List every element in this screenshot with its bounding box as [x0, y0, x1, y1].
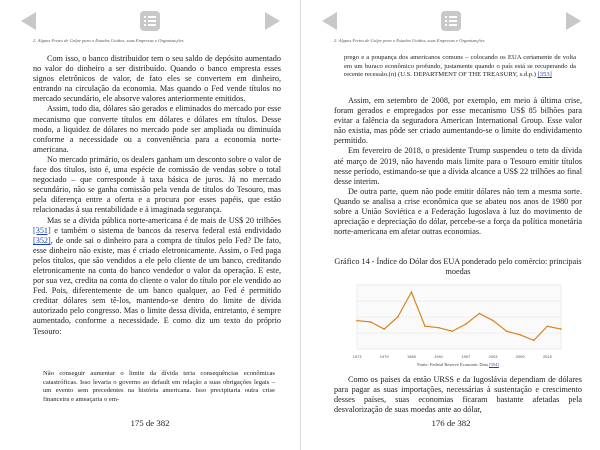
menu-list-icon[interactable] [440, 10, 462, 32]
text-run: Mas se a dívida pública norte-americana é de mais de US$ 20 trilhões [47, 215, 281, 225]
dollar-index-chart [353, 281, 565, 361]
paragraph: No mercado primário, os dealers ganham um desconto sobre o valor de face dos títulos, isto é, uma espécie de comissão de vendas sobre o total negociado – que corresponde à taxa básica de juros. Já no mercado secundário, não se ganha comissão pela venda de títulos do Tesouro, mas pela diferença entre a oferta e a procura por esses papéis, que estão relacionadas à sua rentabilidade e à imaginada segurança. [33, 154, 281, 215]
data-point [411, 291, 413, 293]
page-number: 176 de 382 [431, 418, 471, 428]
text-run: , de onde sai o dinheiro para a compra de títulos pelo Fed? De fato, esse dinheiro não existe, mas é criado eletronicamente. Assim, o Fed paga pelos títulos, que são vendidos a ele pelo cliente de um banco, creditando eletronicamente na conta do banco vendedor o valor da operação. E este, por sua vez, credita na conta do cliente o valor do título por ele vendido ao Fed. Pois, diferentemente de um banco qualquer, ao Fed é permitido creditar dólares sem tê-los, mantendo-se dentro do limite de dívida autorizado pelo congresso. Mas o limite dessa dívida, entretanto, é sempre aumentado, conforme a necessidade. E como diz um texto do próprio Tesouro: [33, 235, 281, 336]
x-tick-label: 1997 [461, 354, 471, 359]
arrow-right-icon[interactable] [261, 10, 283, 32]
footnote-link[interactable]: [352] [33, 235, 51, 245]
chart-svg [353, 281, 565, 361]
running-head: 2. Alguns Fretes de Golpe para o Estados Unidos, suas Empresas e Organizações [33, 38, 184, 43]
data-point [356, 320, 358, 322]
footnote-link[interactable]: [351] [33, 225, 51, 235]
left-navbar [0, 0, 300, 40]
data-point [533, 340, 535, 342]
data-point [560, 328, 562, 330]
right-body-text [334, 96, 582, 237]
paragraph: Assim, todo dia, dólares são gerados e eliminados do mercado por esse mecanismo que converte títulos em dólares e dólares em títulos. Desse modo, a liquidez de dólares no mercado pode ser ampliada ou diminuída conforme a necessidade ou a conveniência para a economia norte-americana. [33, 104, 281, 154]
arrow-left-icon[interactable] [18, 10, 40, 32]
x-tick-label: 2015 [542, 354, 552, 359]
x-tick-label: 2009 [515, 354, 525, 359]
data-point [451, 330, 453, 332]
x-tick-label: 1991 [434, 354, 444, 359]
data-point [465, 323, 467, 325]
chart-source [334, 362, 582, 367]
paragraph: Assim, em setembro de 2008, por exemplo, em meio à última crise, foram gerados e empregados por esse mecanismo US$ 85 bilhões para evitar a falência da seguradora American International Group. Esse valor não existia, mas pôde ser criado aumentando-se o limite do endividamento permitido. [334, 96, 582, 146]
arrow-right-icon[interactable] [562, 10, 584, 32]
paragraph-with-refs [33, 216, 281, 337]
footnote-link[interactable]: [353] [537, 71, 552, 79]
text-run: e também o sistema de bancos da reserva federal está endividado [54, 225, 281, 235]
running-head: 2. Alguns Fretes de Golpe para o Estados Unidos, suas Empresas e Organizações [334, 38, 485, 43]
text-run: Fonte: Federal Reserve Economic Data [417, 362, 488, 367]
right-page [300, 0, 600, 450]
data-point [547, 325, 549, 327]
paragraph: De outra parte, quem não pode emitir dólares não tem a mesma sorte. Quando se analisa a crise econômica que se abateu nos anos de 1980 por sobre a União Soviética e a Federação Iugoslava à luz do movimento de apreciação e depreciação do dólar, percebe-se a força da política monetária norte-americana em afetar outras economias. [334, 186, 582, 237]
x-tick-label: 1973 [353, 354, 362, 359]
paragraph: Como os países da então URSS e da Iugoslávia dependiam de dólares para pagar as suas importações, necessárias à sustentação e crescimento desses países, suas economias ficaram bastante afetadas pela desvalorização de suas moedas ante ao dólar, [334, 375, 582, 415]
chart-title: Gráfico 14 - Índice do Dólar dos EUA ponderado pelo comércio: principais moedas [334, 257, 582, 276]
footnote-link[interactable]: [354] [489, 362, 499, 367]
data-point [479, 313, 481, 315]
x-tick-label: 1985 [406, 354, 416, 359]
data-point [438, 327, 440, 329]
data-point [492, 320, 494, 322]
left-body-text [33, 54, 281, 337]
right-navbar [301, 0, 600, 40]
data-point [370, 321, 372, 323]
right-body-text-after-chart [334, 375, 582, 415]
paragraph: Em fevereiro de 2018, o presidente Trump suspendeu o teto da dívida até março de 2019, não havendo mais limite para o Tesouro emitir títulos nesse período, estimando-se que a dívida alcance a US$ 22 trilhões ao final desse interim. [334, 146, 582, 186]
block-quote: Não conseguir aumentar o limite da dívida teria consequências econômicas catastróficas. Isso levaria o governo ao default em relação a suas obrigações legais – um evento sem precedentes na história americana. Isso precipitaria outra crise financeira e ameaçaria o em- [43, 370, 275, 403]
menu-list-icon[interactable] [139, 10, 161, 32]
x-tick-label: 1979 [379, 354, 389, 359]
data-point [506, 330, 508, 332]
data-point [424, 325, 426, 327]
text-run: prego e a poupança dos americanos comuns – colocando os EUA certamente de volta em um buraco econômico profundo, justamente quando o país está se recuperando da recente recessão.(n) (U.S. DEPARTMENT OF THE TREASURY, s.d.p.) [344, 54, 576, 79]
x-tick-label: 2003 [488, 354, 498, 359]
data-point [397, 316, 399, 318]
block-quote-continued [344, 54, 576, 80]
data-point [519, 334, 521, 336]
page-number: 175 de 382 [130, 418, 170, 428]
data-point [383, 328, 385, 330]
paragraph: Com isso, o banco distribuidor tem o seu saldo de depósito aumentado no valor do dinheiro a ser distribuído. Quando o banco empresta esses signos eletrônicos de valor, de fato eles se convertem em dinheiro, entrando na circulação da economia. Mas quando o Fed vende títulos no mercado secundário, ele absorve valores anteriormente emitidos. [33, 54, 281, 104]
arrow-left-icon[interactable] [319, 10, 341, 32]
